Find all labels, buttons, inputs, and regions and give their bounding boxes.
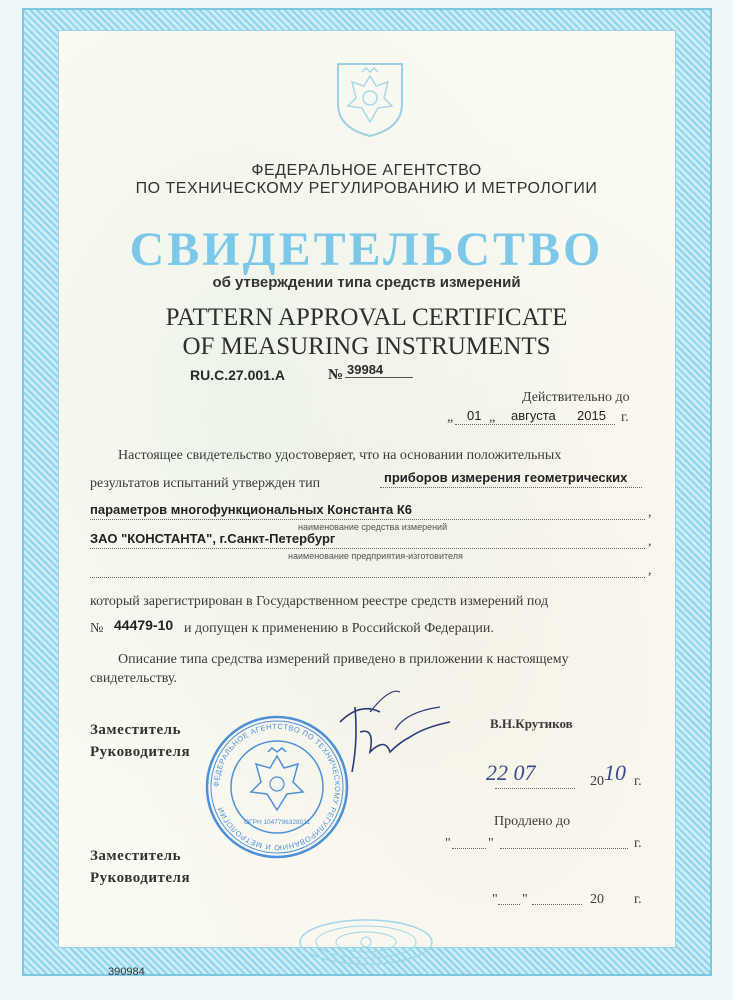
extension-month-underline [500, 848, 628, 849]
agency-name-line1: ФЕДЕРАЛЬНОЕ АГЕНТСТВО [251, 162, 482, 179]
extension2-month-underline [532, 904, 582, 905]
deputy-label-line1: Заместитель [90, 722, 182, 738]
document-subtitle: об утверждении типа средств измерений [212, 274, 521, 291]
bottom-rosette-ornament [296, 916, 436, 968]
registry-number-label: № [90, 621, 104, 636]
manufacturer-underline [90, 548, 645, 549]
english-title-line2: OF MEASURING INSTRUMENTS [182, 333, 551, 360]
paragraph1-line1: Настоящее свидетельство удостоверяет, что на основании положительных [118, 448, 562, 463]
handwritten-signature [300, 682, 460, 782]
certificate-number: 39984 [345, 362, 413, 378]
extension2-quote-close: " [522, 892, 528, 907]
description-line1: Описание типа средства измерений приведено в приложении к настоящему [118, 652, 569, 667]
serial-number: 390984 [108, 966, 145, 978]
validity-year: 2015 [577, 408, 606, 423]
validity-date [447, 408, 639, 426]
comma-3: , [648, 563, 652, 578]
certificate-number-label: № [328, 367, 344, 383]
extension-quote-close: " [488, 836, 494, 851]
validity-quote-close: „ [489, 410, 496, 425]
validity-label: Действительно до [522, 390, 630, 405]
document-title: СВИДЕТЕЛЬСТВО [129, 223, 604, 276]
stamp-ring-text: ФЕДЕРАЛЬНОЕ АГЕНТСТВО ПО ТЕХНИЧЕСКОМУ РЕГУЛИРОВАНИЮ И МЕТРОЛОГИИ [211, 721, 343, 853]
comma-2: , [648, 534, 652, 549]
comma-1: , [648, 505, 652, 520]
extension-day-underline [452, 848, 486, 849]
manufacturer-name: ЗАО "КОНСТАНТА", г.Санкт-Петербург [90, 531, 336, 546]
registry-number: 44479-10 [114, 617, 174, 633]
signer-name: В.Н.Крутиков [490, 716, 573, 731]
instrument-type-line1: приборов измерения геометрических [384, 470, 628, 485]
instrument-type-underline1 [380, 487, 642, 488]
stamp-inner-text: ОГРН 1047796328011 [244, 819, 310, 826]
extension2-quote-open: " [492, 892, 498, 907]
deputy-label-line2: Руководителя [90, 744, 191, 760]
instrument-caption: наименование средства измерений [298, 522, 448, 532]
manufacturer-caption: наименование предприятия-изготовителя [288, 551, 463, 561]
signed-date-underline [495, 788, 575, 789]
english-title-line1: PATTERN APPROVAL CERTIFICATE [165, 304, 568, 331]
extended-label: Продлено до [494, 814, 571, 829]
deputy2-label-line1: Заместитель [90, 848, 182, 864]
extension2-year-suffix: г. [634, 892, 642, 907]
paragraph1-line2: результатов испытаний утвержден тип [90, 476, 321, 491]
extension-year-suffix: г. [634, 836, 642, 851]
registered-text: который зарегистрирован в Государственном реестре средств измерений под [90, 594, 549, 609]
extension-quote-open: " [445, 836, 451, 851]
signed-year-prefix: 20 [590, 774, 604, 789]
admitted-text: и допущен к применению в Российской Федерации. [184, 621, 494, 636]
blank-line-underline [90, 577, 645, 578]
coat-of-arms-emblem [330, 58, 410, 138]
validity-month: августа [511, 408, 556, 423]
validity-year-suffix: г. [621, 410, 629, 425]
validity-day: 01 [467, 408, 482, 423]
certificate-code: RU.C.27.001.A [190, 367, 285, 383]
signed-year-handwritten: 10 [604, 760, 626, 785]
extension2-day-underline [498, 904, 520, 905]
description-line2: свидетельству. [90, 671, 177, 686]
instrument-type-line2: параметров многофункциональных Константа К6 [90, 502, 412, 517]
validity-quote-open: „ [447, 410, 454, 425]
deputy2-label-line2: Руководителя [90, 870, 191, 886]
signed-date-handwritten: 22 07 [486, 760, 536, 785]
extension2-year-prefix: 20 [590, 892, 604, 907]
agency-name-line2: ПО ТЕХНИЧЕСКОМУ РЕГУЛИРОВАНИЮ И МЕТРОЛОГИИ [135, 180, 598, 197]
signed-year-suffix: г. [634, 774, 642, 789]
validity-underline [455, 424, 615, 425]
instrument-type-underline2 [90, 519, 645, 520]
